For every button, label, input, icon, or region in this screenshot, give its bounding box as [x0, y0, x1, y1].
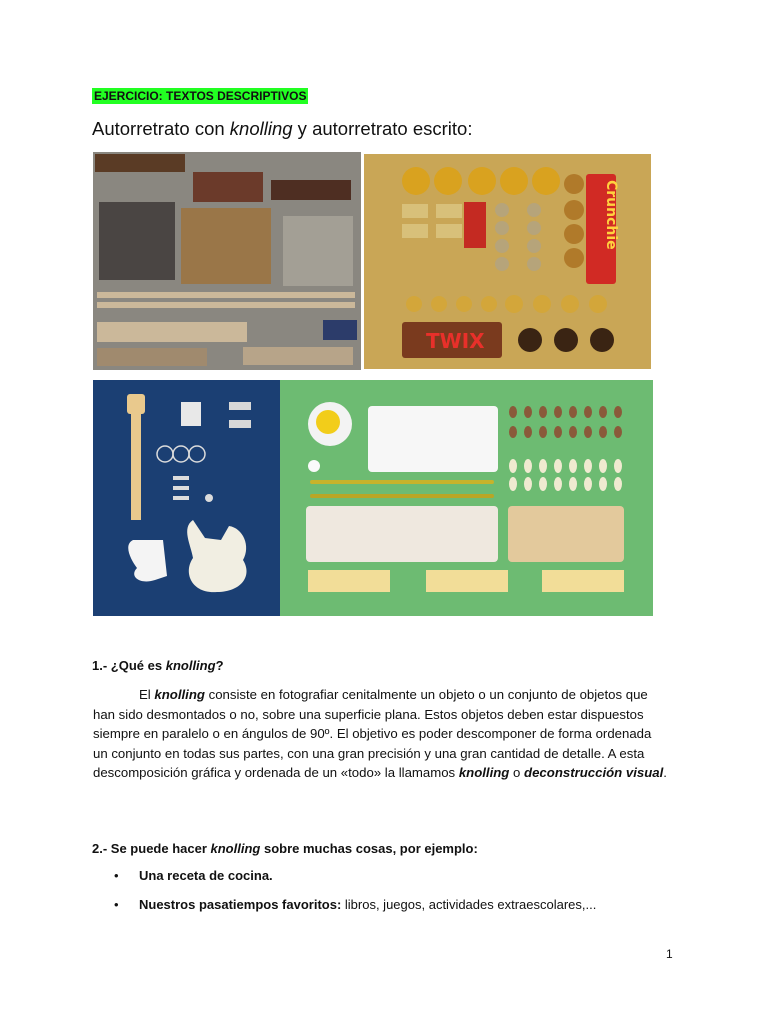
title-text-2: y autorretrato escrito: — [292, 118, 473, 139]
section-2-heading — [92, 841, 478, 856]
exercise-tag: EJERCICIO: TEXTOS DESCRIPTIVOS — [94, 89, 307, 103]
piano-knolling-photo — [93, 152, 361, 370]
bullet: • — [114, 897, 119, 912]
paragraph-term-knolling: knolling — [154, 687, 205, 702]
page-title — [92, 118, 472, 140]
list-item-bold: Una receta de cocina. — [139, 868, 273, 883]
section-2-number: 2.- — [92, 841, 111, 856]
paragraph-term-2: deconstrucción visual — [524, 765, 664, 780]
title-text-1: Autorretrato con — [92, 118, 230, 139]
list-item-rest: libros, juegos, actividades extraescolares,... — [341, 897, 597, 912]
list-item — [92, 866, 596, 895]
page-number: 1 — [666, 947, 673, 961]
section-1-heading — [92, 658, 224, 673]
section-2-heading-em: knolling — [210, 841, 261, 856]
paragraph-lead: El — [139, 687, 155, 702]
paragraph-term-1: knolling — [458, 765, 510, 780]
section-2-heading-b: sobre muchas cosas, por ejemplo: — [260, 841, 478, 856]
guitar-knolling-photo — [93, 380, 280, 616]
knolling-definition-paragraph — [93, 685, 668, 783]
list-item-bold: Nuestros pasatiempos favoritos: — [139, 897, 342, 912]
examples-list — [92, 866, 596, 924]
section-1-heading-em: knolling — [165, 658, 216, 673]
twix-label: TWIX — [426, 329, 485, 353]
section-1-number: 1.- — [92, 658, 111, 673]
paragraph-end: . — [663, 765, 667, 780]
section-2-heading-a: Se puede hacer — [110, 841, 211, 856]
crunchie-label: Crunchie — [603, 180, 619, 250]
section-1-heading-b: ? — [215, 658, 224, 673]
paragraph-connector: o — [509, 765, 525, 780]
title-emphasis: knolling — [229, 118, 293, 139]
bullet: • — [114, 868, 119, 883]
candy-knolling-photo — [364, 154, 651, 369]
ingredients-knolling-photo — [280, 380, 653, 616]
paragraph-body: consiste en fotografiar cenitalmente un objeto o un conjunto de objetos que han sido desmontados o no, sobre una superficie plana. Estos objetos deben estar dispuestos siempre en paralelo o en ángulos de 90º. El objetivo es poder descomponer de forma ordenada un conjunto en todas sus partes, con una gran precisión y una gran cantidad de detalle. A esta descomposición gráfica y ordenada de un «todo» la llamamos — [93, 687, 652, 780]
list-item — [92, 895, 596, 924]
section-1-heading-a: ¿Qué es — [110, 658, 166, 673]
